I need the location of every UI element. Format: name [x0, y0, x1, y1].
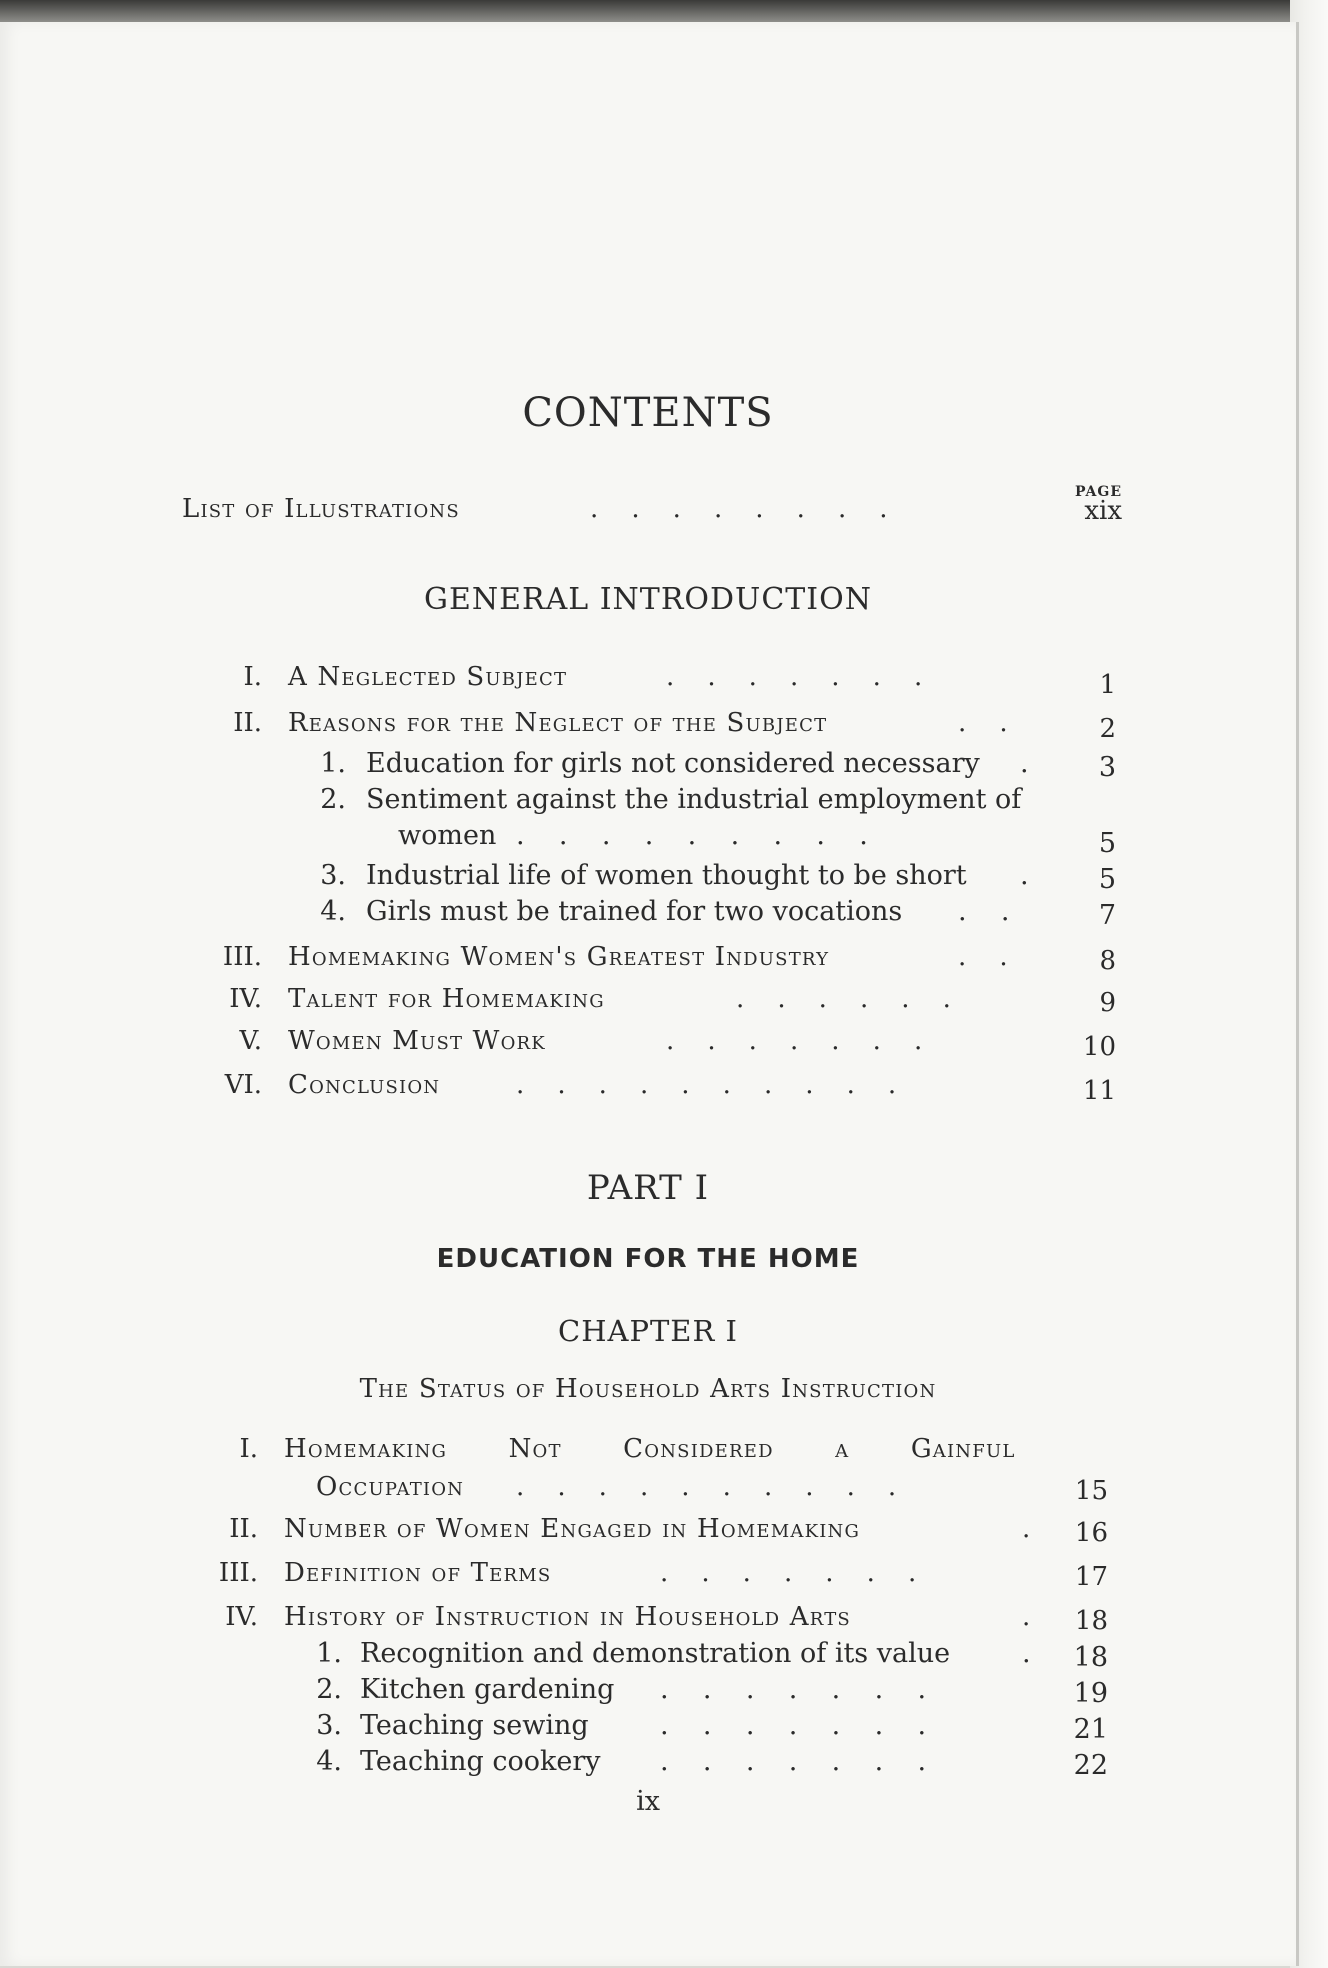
entry-number: II. [229, 1514, 258, 1544]
entry-title: Conclusion [288, 1070, 441, 1100]
entry-number: 4. [320, 896, 346, 927]
leader-dots: . [1022, 1514, 1031, 1544]
entry-page: 18 [1074, 1606, 1108, 1636]
entry-page: 1 [1099, 670, 1116, 700]
entry-page: 9 [1099, 988, 1116, 1018]
leader-dots: . . . . . . . [666, 662, 923, 692]
entry-number: IV. [225, 1602, 258, 1632]
entry-title: Definition of Terms [284, 1558, 552, 1588]
entry-number: II. [233, 708, 262, 738]
entry-title: Recognition and demonstration of its value [360, 1638, 951, 1669]
leader-dots: . [1022, 1602, 1031, 1632]
leader-dots: . . . . . . . . . . [516, 1472, 897, 1502]
entry-title-continued: Occupation [316, 1472, 465, 1502]
entry-title: Industrial life of women thought to be short [366, 860, 967, 891]
entry-number: V. [239, 1026, 262, 1056]
leader-dots: . . . . . . . [666, 1026, 923, 1056]
list-of-illustrations-label: List of Illustrations [182, 494, 460, 524]
leader-dots: . . . . . . . [660, 1674, 927, 1705]
entry-title: Education for girls not considered necessary [366, 748, 980, 779]
entry-title: Talent for Homemaking [288, 984, 605, 1014]
entry-title: Sentiment against the industrial employment of [366, 784, 1022, 815]
entry-title: Women Must Work [288, 1026, 546, 1056]
entry-number: IV. [229, 984, 262, 1014]
entry-page: 8 [1099, 946, 1116, 976]
entry-page: 16 [1074, 1518, 1108, 1548]
entry-page: 18 [1073, 1642, 1108, 1673]
entry-title: Kitchen gardening [360, 1674, 615, 1705]
entry-number: 3. [316, 1710, 342, 1741]
leader-dots: . . [958, 708, 1008, 738]
page-column-label: PAGE [1075, 484, 1122, 500]
leader-dots: . . . . . . [736, 984, 951, 1014]
book-page [0, 22, 1299, 1966]
entry-page: 3 [1098, 752, 1116, 783]
leader-dots: . . . . . . . . . [516, 820, 868, 851]
entry-page: 17 [1074, 1562, 1108, 1592]
entry-number: III. [218, 1558, 258, 1588]
entry-number: III. [222, 942, 262, 972]
entry-title-continued: women [398, 820, 497, 851]
entry-title: Teaching sewing [360, 1710, 589, 1741]
part-subheading: EDUCATION FOR THE HOME [436, 1244, 860, 1274]
entry-page: 21 [1073, 1714, 1108, 1745]
leader-dots: . [1020, 860, 1029, 891]
entry-title: Teaching cookery [360, 1746, 601, 1777]
entry-page: 22 [1073, 1750, 1108, 1781]
general-introduction-heading: GENERAL INTRODUCTION [423, 582, 872, 617]
leader-dots: . . . . . . . . [590, 494, 888, 524]
entry-page: 15 [1074, 1476, 1108, 1506]
page-folio: ix [636, 1786, 660, 1817]
entry-page: 7 [1098, 900, 1116, 931]
entry-number: 2. [316, 1674, 342, 1705]
entry-title: Number of Women Engaged in Homemaking [284, 1514, 861, 1544]
entry-number: 3. [320, 860, 346, 891]
entry-title: Reasons for the Neglect of the Subject [288, 708, 828, 738]
chapter-heading: CHAPTER I [558, 1314, 738, 1348]
leader-dots: . . . . . . . [660, 1710, 927, 1741]
part-heading: PART I [586, 1168, 710, 1208]
page-title: CONTENTS [522, 390, 774, 436]
entry-page: 10 [1082, 1032, 1116, 1062]
entry-title: Homemaking Women's Greatest Industry [288, 942, 830, 972]
leader-dots: . . [958, 942, 1008, 972]
entry-title: History of Instruction in Household Arts [284, 1602, 851, 1632]
leader-dots: . . . . . . . [660, 1746, 927, 1777]
entry-number: I. [239, 1434, 258, 1464]
entry-number: 1. [316, 1638, 342, 1669]
leader-dots: . . . . . . . [660, 1558, 917, 1588]
list-of-illustrations-page: xix [1084, 496, 1122, 526]
leader-dots: . [1022, 1638, 1031, 1669]
entry-page: 11 [1082, 1076, 1116, 1106]
chapter-title: The Status of Household Arts Instruction [359, 1374, 937, 1404]
entry-page: 19 [1073, 1678, 1108, 1709]
entry-title: Homemaking Not Considered a Gainful [284, 1434, 1016, 1464]
entry-title: Girls must be trained for two vocations [366, 896, 903, 927]
entry-number: 1. [320, 748, 346, 779]
entry-number: 2. [320, 784, 346, 815]
scan-top-edge [0, 0, 1328, 22]
entry-number: VI. [224, 1070, 262, 1100]
entry-title: A Neglected Subject [288, 662, 568, 692]
entry-page: 2 [1099, 714, 1116, 744]
entry-number: 4. [316, 1746, 342, 1777]
entry-number: I. [243, 662, 262, 692]
leader-dots: . . . . . . . . . . [516, 1070, 897, 1100]
leader-dots: . . [958, 896, 1010, 927]
entry-page: 5 [1098, 864, 1116, 895]
leader-dots: . [1020, 748, 1029, 779]
entry-page: 5 [1098, 828, 1116, 859]
